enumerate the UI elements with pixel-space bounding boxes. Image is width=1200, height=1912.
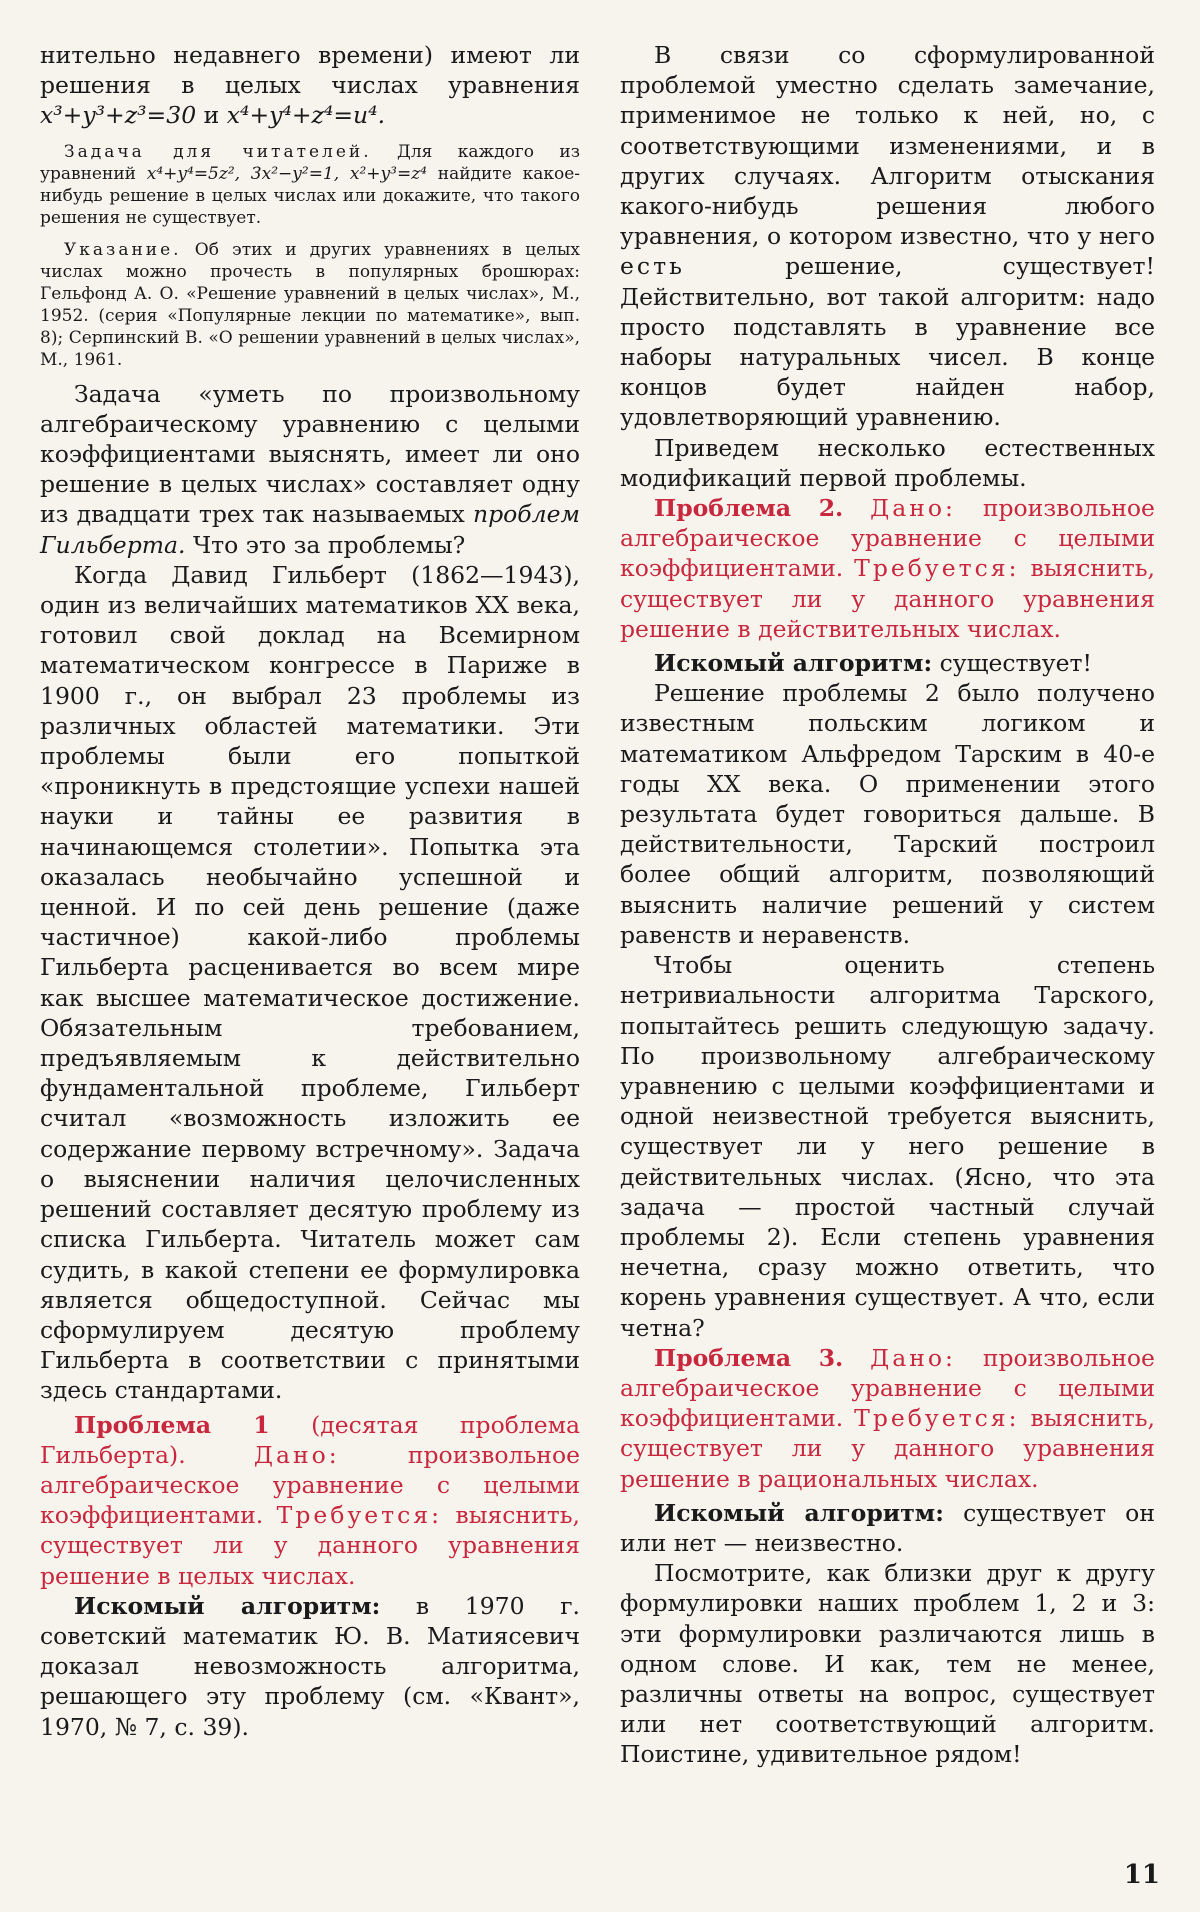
hint-label: Указание. bbox=[64, 239, 182, 260]
problem-2: Проблема 2. Дано: произвольное алгебраическое уравнение с целыми коэффициентами. Требуется: выяснить, существует ли у данного уравнения решение в действительных числах. bbox=[620, 494, 1155, 643]
algorithm-3: Искомый алгоритм: существует он или нет — неизвестно. bbox=[620, 1498, 1155, 1557]
problem-3: Проблема 3. Дано: произвольное алгебраическое уравнение с целыми коэффициентами. Требуется: выяснить, существует ли у данного уравнения решение в рациональных числах. bbox=[620, 1343, 1155, 1493]
conclusion-paragraph: Посмотрите, как близки друг к другу формулировки наших проблем 1, 2 и 3: эти формулировки различаются лишь в одном слове. И как, тем не менее, различны ответы на вопрос, существует или нет соответствующий алгоритм. Поистине, удивительное рядом! bbox=[620, 1559, 1155, 1769]
exercise-paragraph: Чтобы оценить степень нетривиальности алгоритма Тарского, попытайтесь решить следующую задачу. По произвольному алгебраическому уравнению с целыми коэффициентами и одной неизвестной требуется выяснить, существует ли у него решение в действительных числах. (Ясно, что эта задача — простой частный случай проблемы 2). Если степень уравнения нечетна, сразу можно ответить, что корень уравнения существует. А что, если четна? bbox=[620, 951, 1155, 1342]
hilbert-problems-term: проблем Гильберта. bbox=[40, 500, 580, 559]
reader-task-equations: x⁴+y⁴=5z², 3x²−y²=1, x²+y³=z⁴ bbox=[146, 163, 427, 184]
page-number: 11 bbox=[1123, 1860, 1160, 1890]
tarski-paragraph: Решение проблемы 2 было получено известным польским логиком и математиком Альфредом Тарским в 40-е годы XX века. О применении этого результата будет говориться дальше. В действительности, Тарский построил более общий алгоритм, позволяющий выяснить наличие решений у систем равенств и неравенств. bbox=[620, 679, 1155, 949]
equation-1: x³+y³+z³=30 bbox=[40, 101, 197, 130]
right-column bbox=[620, 40, 1155, 1770]
hilbert-problems-paragraph: Задача «уметь по произвольному алгебраическому уравнению с целыми коэффициентами выяснять, имеет ли оно решение в целых числах» составляет одну из двадцати трех так называемых проблем Гильберта. Что это за проблемы? bbox=[40, 379, 580, 559]
modifications-paragraph: Приведем несколько естественных модификаций первой проблемы. bbox=[620, 433, 1155, 492]
problem-3-title: Проблема 3. bbox=[654, 1343, 844, 1372]
remark-paragraph: В связи со сформулированной проблемой уместно сделать замечание, применимое не только к ней, но, с соответствующими изменениями, и в других случаях. Алгоритм отыскания какого-нибудь решения любого уравнения, о котором известно, что у него есть решение, существует! Действительно, вот такой алгоритм: надо просто подставлять в уравнение все наборы натуральных чисел. В конце концов будет найден набор, удовлетворяющий уравнению. bbox=[620, 41, 1155, 432]
left-column bbox=[40, 40, 580, 1742]
problem-1-title: Проблема 1 bbox=[74, 1410, 270, 1439]
equation-2: x⁴+y⁴+z⁴=u⁴. bbox=[226, 101, 386, 130]
algorithm-2: Искомый алгоритм: существует! bbox=[654, 649, 1092, 678]
problem-2-title: Проблема 2. bbox=[654, 494, 844, 523]
intro-paragraph: нительно недавнего времени) имеют ли решения в целых числах уравнения x³+y³+z³=30 и x⁴+y⁴+z⁴=u⁴. bbox=[40, 41, 580, 130]
algorithm-1: Искомый алгоритм: в 1970 г. советский математик Ю. В. Матиясевич доказал невозможность алгоритма, решающего эту проблему (см. «Квант», 1970, № 7, с. 39). bbox=[40, 1591, 580, 1741]
problem-1: Проблема 1 (десятая проблема Гильберта). Дано: произвольное алгебраическое уравнение с целыми коэффициентами. Требуется: выяснить, существует ли у данного уравнения решение в целых числах. bbox=[40, 1410, 580, 1590]
hilbert-history-paragraph: Когда Давид Гильберт (1862—1943), один из величайших математиков XX века, готовил свой доклад на Всемирном математическом конгрессе в Париже в 1900 г., он выбрал 23 проблемы из различных областей математики. Эти проблемы были его попыткой «проникнуть в предстоящие успехи нашей науки и тайны ее развития в начинающемся столетии». Попытка эта оказалась необычайно успешной и ценной. И по сей день решение (даже частичное) какой-либо проблемы Гильберта расценивается во всем мире как высшее математическое достижение. Обязательным требованием, предъявляемым к действительно фундаментальной проблеме, Гильберт считал «возможность изложить ее содержание первому встречному». Задача о выяснении наличия целочисленных решений составляет десятую проблему из списка Гильберта. Читатель может сам судить, в какой степени ее формулировка является общедоступной. Сейчас мы сформулируем десятую проблему Гильберта в соответствии с принятыми здесь стандартами. bbox=[40, 560, 580, 1405]
reader-task: Задача для читателей. Для каждого из уравнений x⁴+y⁴=5z², 3x²−y²=1, x²+y³=z⁴ найдите какое-нибудь решение в целых числах или докажите, что такого решения не существует. bbox=[40, 141, 581, 228]
reader-task-label: Задача для читателей. bbox=[64, 141, 372, 162]
hint-note: Указание. Об этих и других уравнениях в целых числах можно прочесть в популярных брошюрах: Гельфонд А. О. «Решение уравнений в целых числах», М., 1952. (серия «Популярные лекции по математике», вып. 8); Серпинский В. «О решении уравнений в целых числах», М., 1961. bbox=[40, 239, 580, 370]
algorithm-label: Искомый алгоритм: bbox=[74, 1591, 381, 1620]
